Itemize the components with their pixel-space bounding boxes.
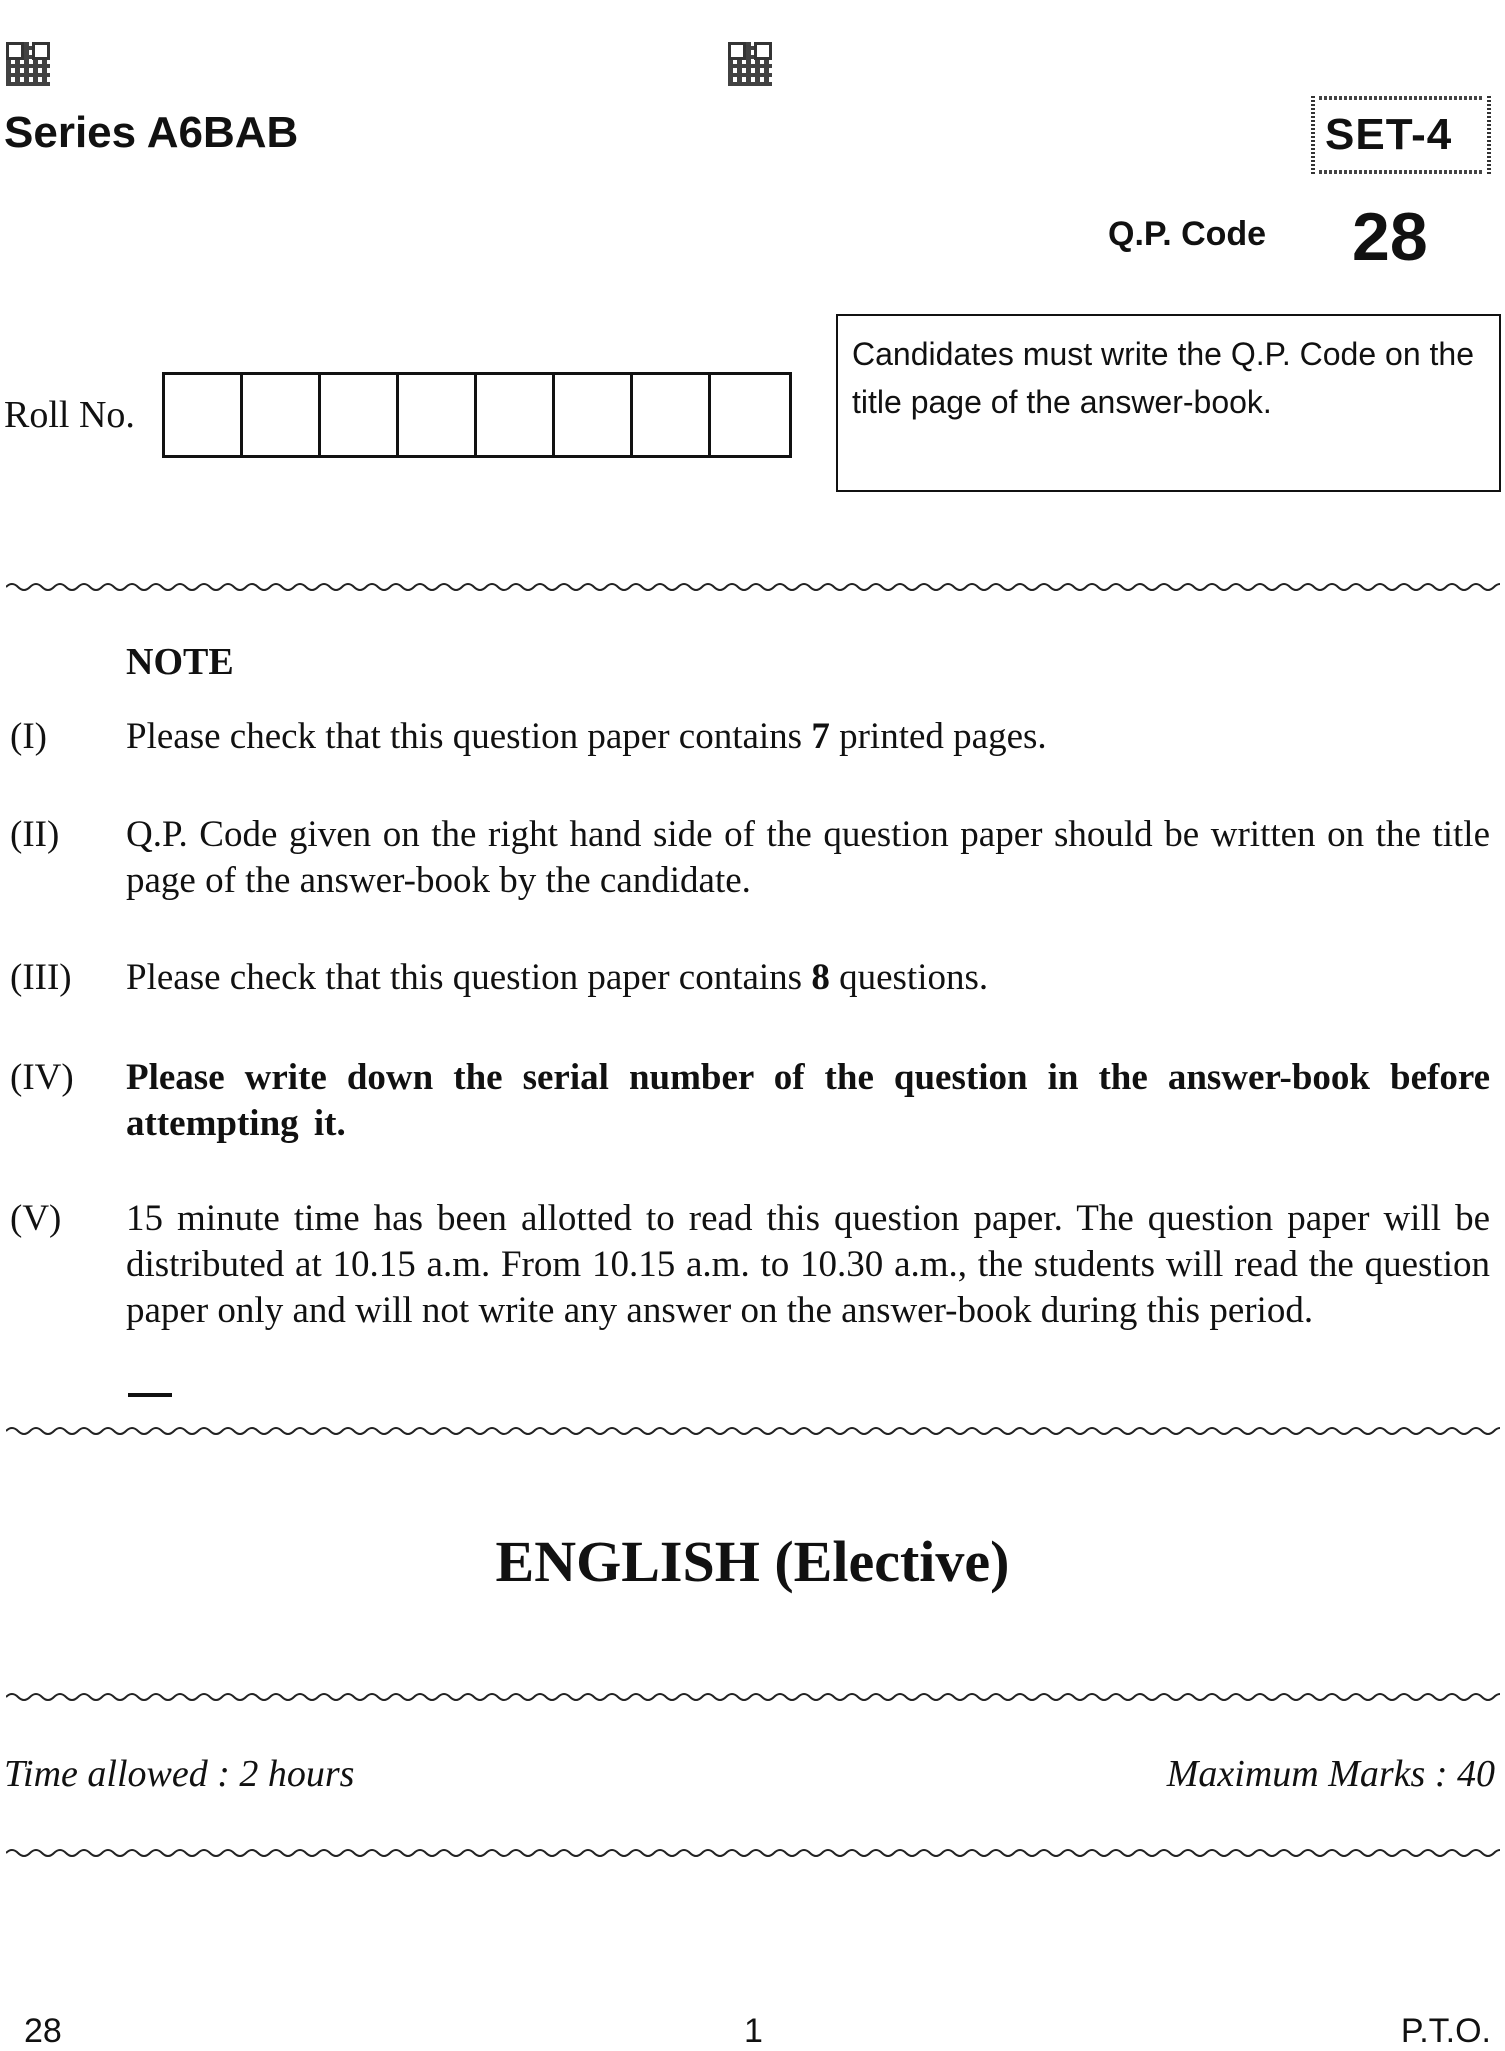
footer-page-number: 1 <box>744 2012 763 2050</box>
qp-code-label: Q.P. Code <box>1108 215 1267 253</box>
note-item-4 <box>10 1055 1490 1147</box>
dash-mark <box>128 1393 172 1397</box>
note-number: (V) <box>10 1198 62 1239</box>
roll-number-cell[interactable] <box>633 375 711 455</box>
qr-code-center <box>728 42 772 86</box>
wavy-divider <box>6 580 1500 594</box>
note-number: (III) <box>10 957 72 998</box>
note-text: Please check that this question paper contains 7 printed pages. <box>126 716 1047 757</box>
qp-code-value: 28 <box>1352 199 1428 275</box>
set-label: SET-4 <box>1325 110 1453 159</box>
roll-number-cell[interactable] <box>399 375 477 455</box>
note-item-1 <box>10 714 1490 760</box>
note-text: Q.P. Code given on the right hand side of the question paper should be written on the title page of the answer-book by the candidate. <box>126 814 1490 901</box>
qr-code-left <box>6 42 50 86</box>
time-allowed: Time allowed : 2 hours <box>4 1753 355 1795</box>
roll-number-cell[interactable] <box>165 375 243 455</box>
note-text: Please check that this question paper contains 8 questions. <box>126 957 989 998</box>
roll-number-cell[interactable] <box>243 375 321 455</box>
qp-code-instruction-box: Candidates must write the Q.P. Code on the title page of the answer-book. <box>836 314 1501 492</box>
footer-code: 28 <box>24 2012 62 2050</box>
roll-number-cell[interactable] <box>321 375 399 455</box>
note-number: (I) <box>10 716 47 757</box>
series-label: Series A6BAB <box>4 108 299 157</box>
wavy-divider <box>6 1424 1500 1438</box>
note-number: (II) <box>10 814 60 855</box>
maximum-marks: Maximum Marks : 40 <box>1166 1753 1495 1795</box>
subject-title: ENGLISH (Elective) <box>495 1529 1010 1594</box>
wavy-divider <box>6 1846 1500 1860</box>
set-badge <box>1311 96 1491 174</box>
note-heading: NOTE <box>126 641 234 683</box>
footer-pto: P.T.O. <box>1400 2012 1491 2050</box>
note-item-5 <box>10 1196 1490 1334</box>
note-number: (IV) <box>10 1057 74 1098</box>
note-text: Please write down the serial number of the question in the answer-book before attempting it. <box>126 1057 1490 1144</box>
roll-number-field[interactable] <box>162 372 792 458</box>
wavy-divider <box>6 1690 1500 1704</box>
roll-number-cell[interactable] <box>711 375 789 455</box>
roll-number-label: Roll No. <box>4 394 135 436</box>
note-item-3 <box>10 955 1490 1001</box>
roll-number-cell[interactable] <box>477 375 555 455</box>
note-item-2 <box>10 812 1490 904</box>
roll-number-cell[interactable] <box>555 375 633 455</box>
note-text: 15 minute time has been allotted to read this question paper. The question paper will be distributed at 10.15 a.m. From 10.15 a.m. to 10.30 a.m., the students will read the question paper only and will not write any answer on the answer-book during this period. <box>126 1198 1490 1331</box>
